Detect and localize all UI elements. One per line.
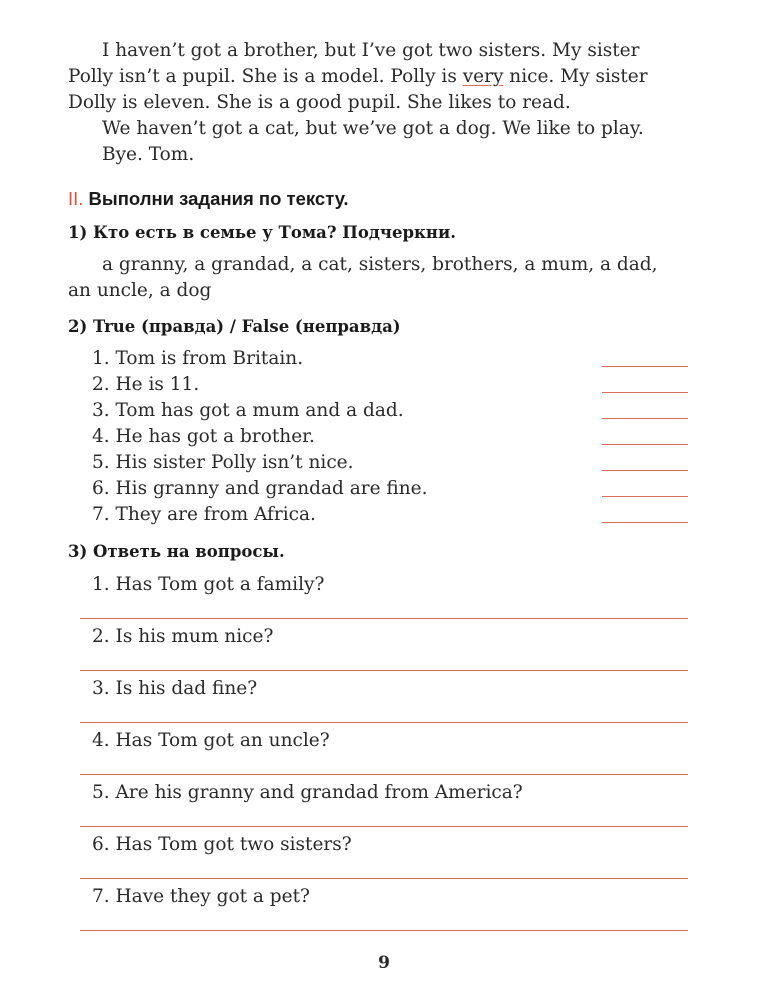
true-false-row — [92, 424, 692, 450]
true-false-row — [92, 476, 692, 502]
statement: 1. Tom is from Britain. — [92, 348, 304, 369]
task3-heading: 3) Ответь на вопросы. — [68, 542, 285, 561]
answer-blank[interactable] — [602, 366, 688, 367]
true-false-row — [92, 398, 692, 424]
page-number: 9 — [378, 953, 390, 973]
true-false-row — [92, 372, 692, 398]
answer-line[interactable] — [80, 826, 688, 827]
task1-heading: 1) Кто есть в семье у Тома? Подчеркни. — [68, 223, 456, 242]
task1-word-list — [68, 252, 708, 304]
statement: 7. They are from Africa. — [92, 504, 316, 525]
letter-line: We haven’t got a cat, but we’ve got a dog. We like to play. — [102, 118, 644, 139]
true-false-row — [92, 502, 692, 528]
answer-line[interactable] — [80, 774, 688, 775]
question: 7. Have they got a pet? — [92, 886, 310, 907]
letter-paragraph-1 — [68, 38, 708, 168]
true-false-row — [92, 450, 692, 476]
section-heading — [68, 188, 349, 210]
answer-blank[interactable] — [602, 444, 688, 445]
section-number: II. — [68, 188, 84, 209]
true-false-row — [92, 346, 692, 372]
answer-blank[interactable] — [602, 418, 688, 419]
letter-line: I haven’t got a brother, but I’ve got two sisters. My sister — [102, 40, 640, 61]
statement: 4. He has got a brother. — [92, 426, 315, 447]
answer-line[interactable] — [80, 670, 688, 671]
answer-line[interactable] — [80, 930, 688, 931]
answer-blank[interactable] — [602, 470, 688, 471]
answer-blank[interactable] — [602, 496, 688, 497]
underlined-word: very — [462, 66, 504, 87]
statement: 3. Tom has got a mum and a dad. — [92, 400, 404, 421]
section-title: Выполни задания по тексту. — [83, 188, 349, 209]
question: 5. Are his granny and grandad from America? — [92, 782, 523, 803]
letter-signoff: Bye. Tom. — [102, 144, 195, 165]
letter-line: Dolly is eleven. She is a good pupil. She likes to read. — [68, 92, 571, 113]
word-list-line: an uncle, a dog — [68, 280, 212, 301]
answer-line[interactable] — [80, 722, 688, 723]
statement: 5. His sister Polly isn’t nice. — [92, 452, 354, 473]
letter-line: Polly isn’t a pupil. She is a model. Polly is very nice. My sister — [68, 66, 648, 87]
question: 1. Has Tom got a family? — [92, 574, 325, 595]
question: 2. Is his mum nice? — [92, 626, 274, 647]
answer-blank[interactable] — [602, 392, 688, 393]
question: 6. Has Tom got two sisters? — [92, 834, 352, 855]
answer-line[interactable] — [80, 618, 688, 619]
task2-heading: 2) True (правда) / False (неправда) — [68, 317, 401, 336]
answer-line[interactable] — [80, 878, 688, 879]
statement: 2. He is 11. — [92, 374, 200, 395]
question: 3. Is his dad fine? — [92, 678, 258, 699]
answer-blank[interactable] — [602, 522, 688, 523]
question: 4. Has Tom got an uncle? — [92, 730, 330, 751]
statement: 6. His granny and grandad are fine. — [92, 478, 428, 499]
word-list-line: a granny, a grandad, a cat, sisters, brothers, a mum, a dad, — [102, 254, 658, 275]
